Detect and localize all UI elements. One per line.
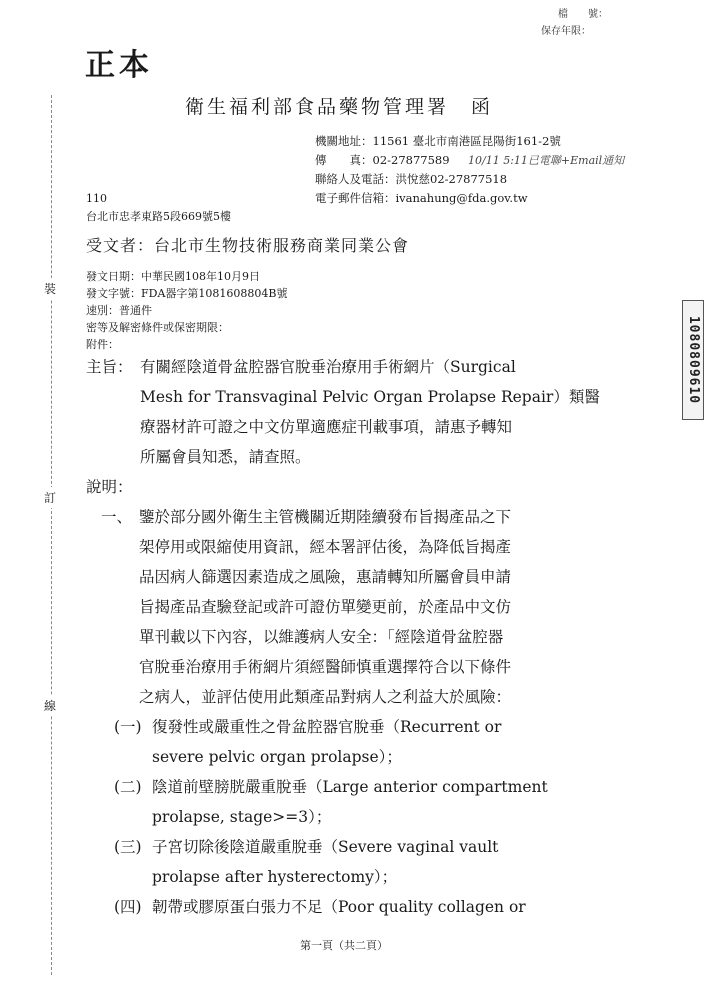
sub-item-3-number: (三) [114, 838, 142, 856]
binding-line [51, 95, 52, 975]
item-1-line-3: 品因病人篩選因素造成之風險，惠請轉知所屬會員申請 [139, 568, 512, 586]
item-1-line-5: 單刊載以下內容，以維護病人安全：「經陰道骨盆腔器 [139, 628, 504, 646]
sub-item-2-line-1: 陰道前壁膀胱嚴重脫垂（Large anterior compartment [152, 778, 548, 796]
delivery-speed: 速別：普通件 [86, 304, 152, 317]
document-number: 發文字號：FDA器字第1081608804B號 [86, 287, 288, 300]
subject-line-4: 所屬會員知悉，請查照。 [140, 448, 311, 466]
handwritten-note: 10/11 5:11已電聯+Email通知 [468, 154, 625, 167]
binding-char-zhuang: 裝 [44, 278, 56, 299]
sub-item-1-number: (一) [114, 718, 142, 736]
issue-date: 發文日期：中華民國108年10月9日 [86, 270, 260, 283]
subject-line-1: 有關經陰道骨盆腔器官脫垂治療用手術網片（Surgical [140, 358, 516, 376]
subject-label: 主旨： [86, 358, 133, 376]
recipient-zip: 110 [86, 192, 107, 205]
binding-char-ding: 訂 [44, 487, 56, 508]
file-number-label: 檔 號： [558, 9, 608, 20]
sub-item-4-number: (四) [114, 898, 142, 916]
page-number: 第一頁（共二頁） [300, 939, 388, 952]
item-1-line-2: 架停用或限縮使用資訊，經本署評估後，為降低旨揭產 [139, 538, 512, 556]
attachment-label: 附件： [86, 338, 119, 351]
original-copy-mark: 正本 [85, 48, 153, 83]
sub-item-4-line-1: 韌帶或膠原蛋白張力不足（Poor quality collagen or [152, 898, 526, 916]
item-1-line-4: 旨揭產品查驗登記或許可證仿單變更前，於產品中文仿 [139, 598, 512, 616]
contact-email: 電子郵件信箱：ivanahung@fda.gov.tw [315, 191, 528, 205]
sub-item-1-line-2: severe pelvic organ prolapse）； [152, 748, 402, 766]
agency-fax: 傳 真：02-27877589 [315, 153, 450, 167]
agency-title: 衛生福利部食品藥物管理署 函 [185, 96, 494, 118]
explanation-label: 說明： [86, 478, 133, 496]
item-1-line-6: 官脫垂治療用手術網片須經醫師慎重選擇符合以下條件 [139, 658, 512, 676]
item-1-line-1: 鑒於部分國外衛生主管機關近期陸續發布旨揭產品之下 [139, 508, 512, 526]
sub-item-3-line-1: 子宮切除後陰道嚴重脫垂（Severe vaginal vault [152, 838, 499, 856]
sub-item-1-line-1: 復發性或嚴重性之骨盆腔器官脫垂（Recurrent or [152, 718, 502, 736]
sub-item-2-line-2: prolapse, stage>=3）； [152, 808, 332, 826]
secrecy-level: 密等及解密條件或保密期限： [86, 321, 229, 334]
sub-item-3-line-2: prolapse after hysterectomy）； [152, 868, 398, 886]
subject-line-3: 療器材許可證之中文仿單適應症刊載事項，請惠予轉知 [140, 418, 513, 436]
retention-label: 保存年限： [541, 26, 591, 37]
item-1-line-7: 之病人，並評估使用此類產品對病人之利益大於風險： [139, 688, 512, 706]
contact-person: 聯絡人及電話：洪悅慈02-27877518 [315, 172, 508, 186]
subject-line-2: Mesh for Transvaginal Pelvic Organ Prolapse Repair）類醫 [140, 388, 600, 406]
binding-char-xian: 線 [44, 695, 56, 716]
document-id-number: 1080809610 [686, 315, 701, 405]
item-1-number: 一、 [101, 508, 133, 526]
recipient-address: 台北市忠孝東路5段669號5樓 [86, 210, 231, 223]
document-id-stamp [682, 300, 704, 420]
sub-item-2-number: (二) [114, 778, 142, 796]
agency-address: 機關地址：11561 臺北市南港區昆陽街161-2號 [315, 134, 561, 148]
receiver: 受文者：台北市生物技術服務商業同業公會 [86, 236, 410, 255]
